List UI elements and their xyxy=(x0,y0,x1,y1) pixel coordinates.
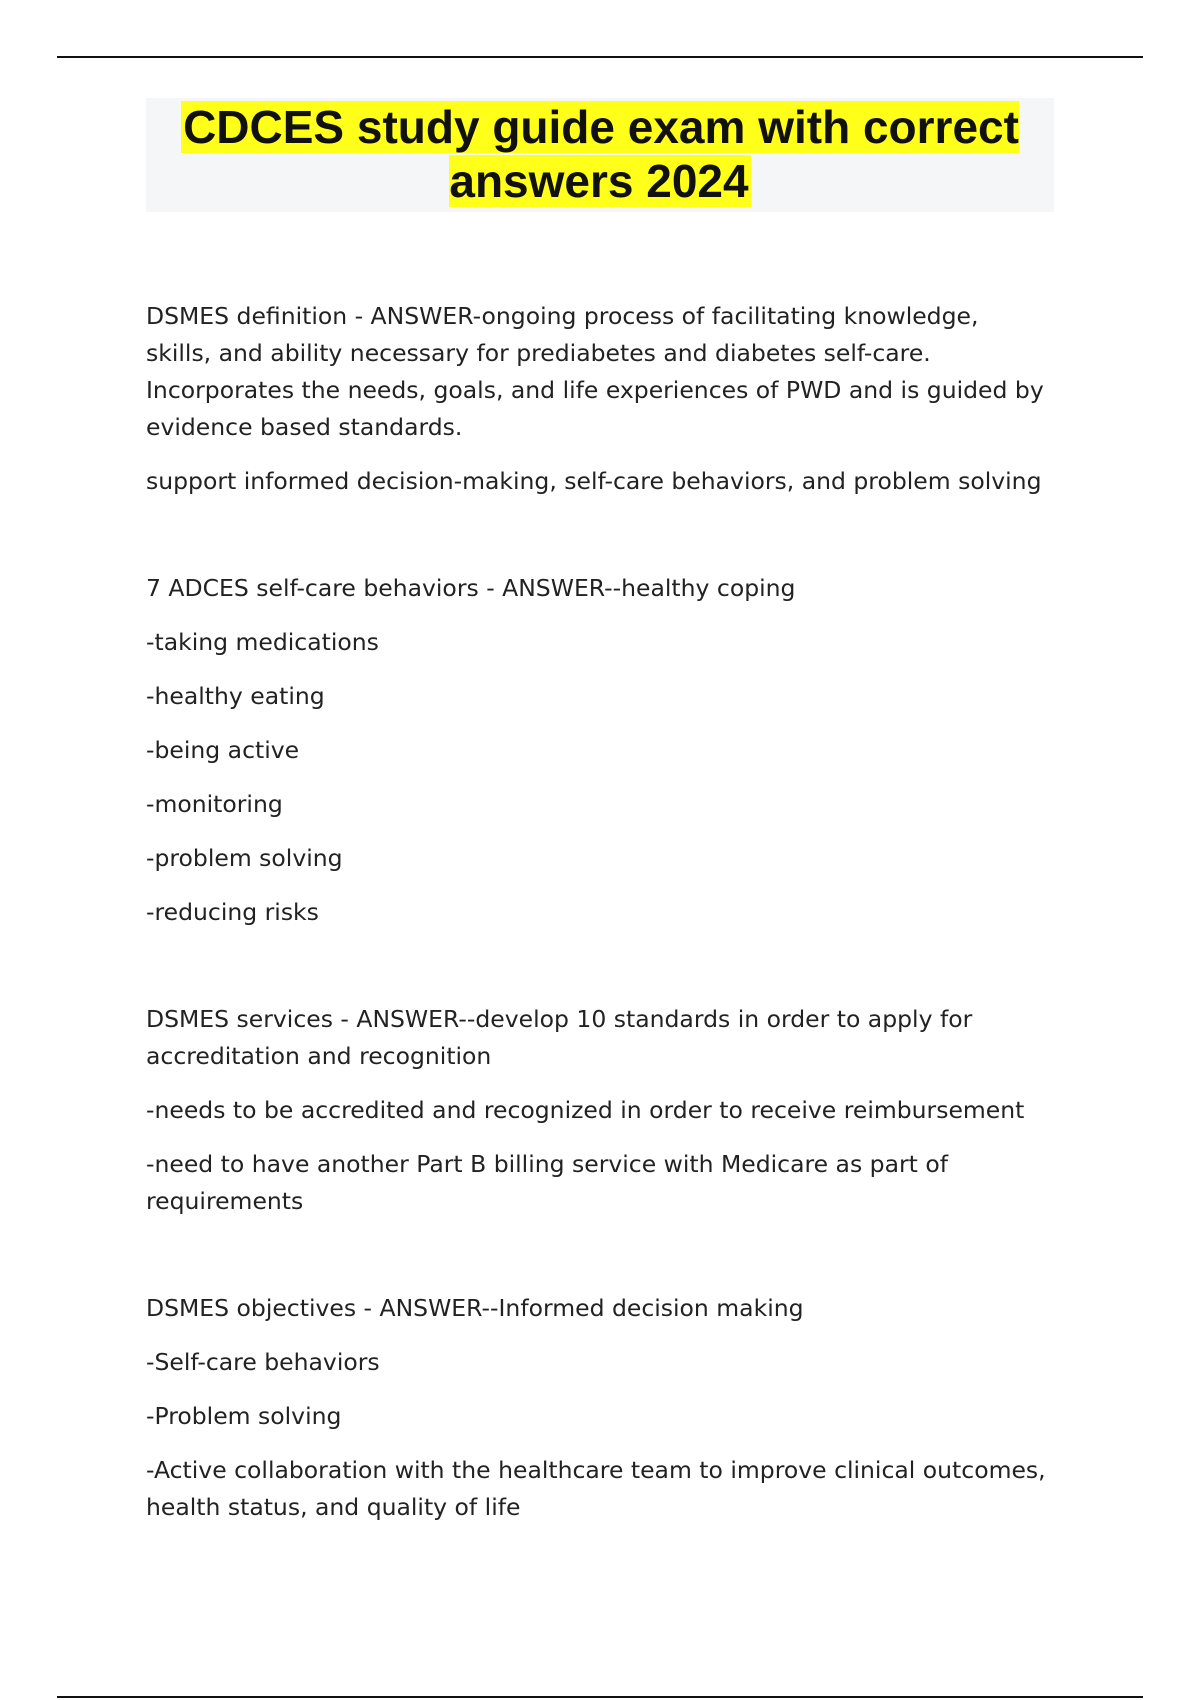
list-item: -problem solving xyxy=(146,844,343,872)
list-item: -needs to be accredited and recognized in order to receive reimbursement xyxy=(146,1096,1025,1124)
list-item: -Self-care behaviors xyxy=(146,1348,380,1376)
list-item: -monitoring xyxy=(146,790,283,818)
list-item: -reducing risks xyxy=(146,898,319,926)
list-item: -Active collaboration with the healthcare team to improve clinical outcomes, health status, and quality of life xyxy=(146,1456,1046,1521)
qa-question-answer: DSMES objectives - ANSWER--Informed decision making xyxy=(146,1294,804,1322)
section-gap xyxy=(146,948,1046,1001)
list-item: -being active xyxy=(146,736,300,764)
list-item: -taking medications xyxy=(146,628,379,656)
document-body xyxy=(146,298,1046,1543)
qa-question-answer: 7 ADCES self-care behaviors - ANSWER--healthy coping xyxy=(146,574,796,602)
document-title xyxy=(146,98,1054,208)
title-highlight: CDCES study guide exam with correct answers 2024 xyxy=(183,101,1019,207)
footer-rule xyxy=(57,1696,1143,1698)
qa-question-answer: DSMES definition - ANSWER-ongoing process of facilitating knowledge, skills, and ability necessary for prediabetes and diabetes self-care. Incorporates the needs, goals, and life experiences of PWD and is guided by evidence based standards. xyxy=(146,302,1044,441)
section-gap xyxy=(146,1237,1046,1290)
qa-continuation: support informed decision-making, self-care behaviors, and problem solving xyxy=(146,467,1042,495)
title-block xyxy=(146,98,1054,212)
list-item: -healthy eating xyxy=(146,682,325,710)
list-item: -need to have another Part B billing service with Medicare as part of requirements xyxy=(146,1150,948,1215)
section-gap xyxy=(146,517,1046,570)
list-item: -Problem solving xyxy=(146,1402,342,1430)
qa-question-answer: DSMES services - ANSWER--develop 10 standards in order to apply for accreditation and recognition xyxy=(146,1005,973,1070)
header-rule xyxy=(57,56,1143,58)
